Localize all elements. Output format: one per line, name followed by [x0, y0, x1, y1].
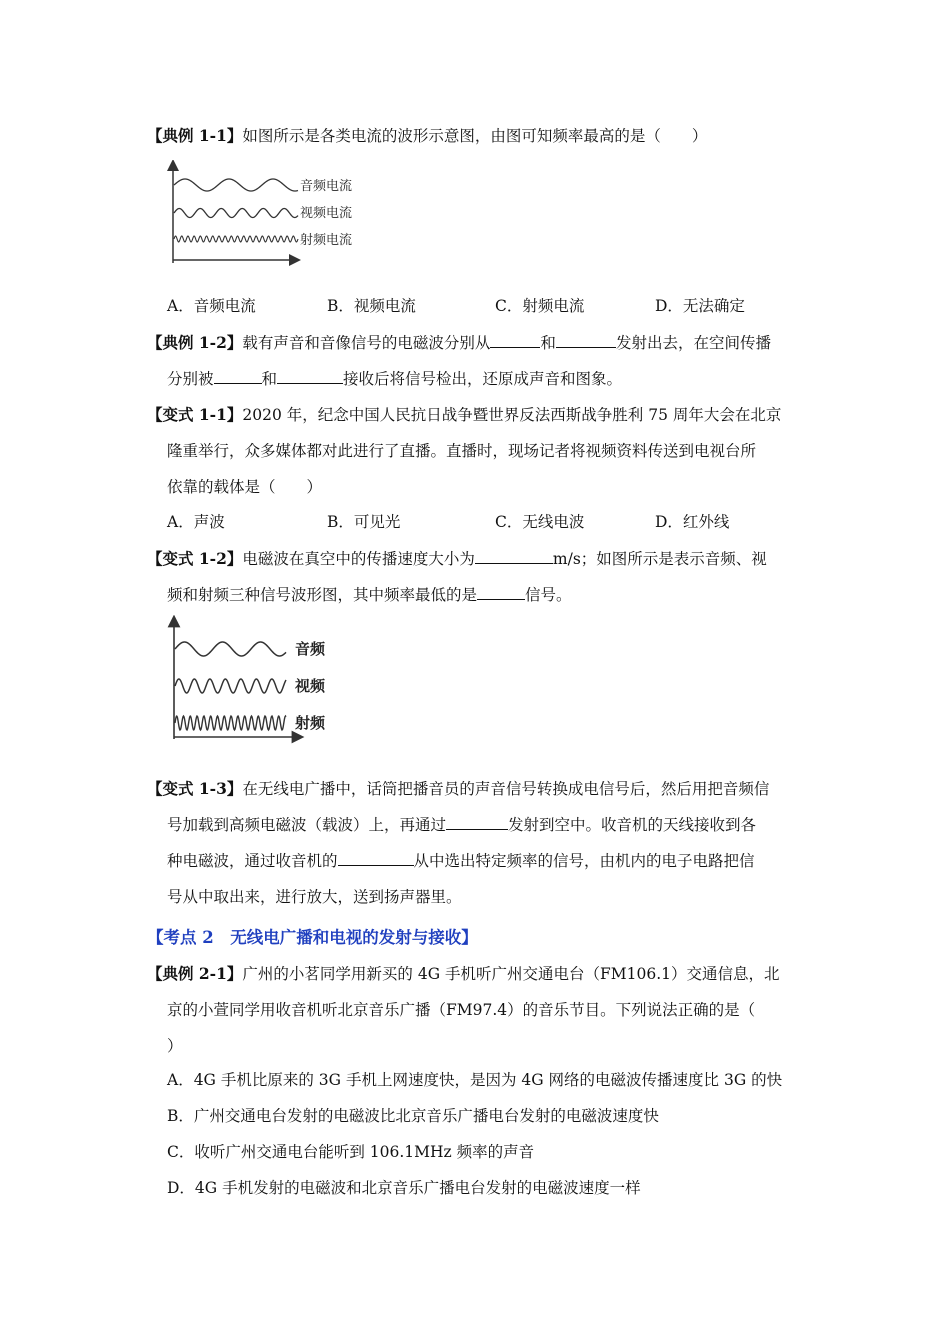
fill-blank[interactable] [338, 847, 414, 866]
option-b[interactable]: B．广州交通电台发射的电磁波比北京音乐广播电台发射的电磁波速度快 [167, 1107, 659, 1125]
option-d[interactable]: D．无法确定 [655, 297, 745, 315]
option-b[interactable]: B．可见光 [327, 513, 401, 531]
text-line: 号从中取出来，进行放大，送到扬声器里。 [167, 888, 462, 906]
option-b[interactable]: B．视频电流 [327, 297, 416, 315]
text-segment: 种电磁波，通过收音机的 [167, 852, 338, 870]
rf-label: 射频电流 [300, 233, 353, 248]
text-segment: 电磁波在真空中的传播速度大小为 [242, 550, 475, 568]
option-c[interactable]: C．射频电流 [495, 297, 585, 315]
fill-blank[interactable] [446, 811, 508, 830]
example-2-1 [147, 956, 812, 1064]
text-line: 依靠的载体是（ ） [167, 478, 323, 496]
example-1-2 [147, 325, 812, 397]
text-segment: 和 [261, 370, 278, 388]
text-segment: 广州的小茗同学用新买的 4G 手机听广州交通电台（FM106.1）交通信息，北 [242, 965, 780, 983]
option-a[interactable]: A．声波 [167, 513, 225, 531]
audio-label: 音频 [295, 640, 326, 658]
fill-blank[interactable] [475, 545, 553, 564]
text-segment: 接收后将信号检出，还原成声音和图象。 [343, 370, 623, 388]
text-segment: 号加载到高频电磁波（载波）上，再通过 [167, 816, 447, 834]
video-waveform [175, 679, 286, 693]
rf-waveform [175, 716, 286, 730]
waveform-figure-2 [162, 615, 342, 745]
example-tag: 【典例 2-1】 [147, 964, 243, 983]
question-text: 如图所示是各类电流的波形示意图，由图可知频率最高的是（ ） [242, 127, 708, 145]
rf-waveform [174, 236, 298, 242]
variant-tag: 【变式 1-3】 [147, 779, 243, 798]
text-segment: 发射到空中。收音机的天线接收到各 [508, 816, 757, 834]
text-segment: 发射出去，在空间传播 [615, 334, 771, 352]
text-line: 京的小萱同学用收音机听北京音乐广播（FM97.4）的音乐节目。下列说法正确的是（ [167, 1001, 756, 1019]
section-2-title: 【考点 2 无线电广播和电视的发射与接收】 [147, 928, 478, 947]
text-segment: 在无线电广播中，话筒把播音员的声音信号转换成电信号后，然后用把音频信 [242, 780, 770, 798]
audio-waveform [174, 179, 298, 191]
example-tag: 【典例 1-1】 [147, 126, 243, 145]
fill-blank[interactable] [214, 365, 262, 384]
option-c[interactable]: C．无线电波 [495, 513, 585, 531]
rf-label: 射频 [295, 714, 326, 732]
option-a[interactable]: A．4G 手机比原来的 3G 手机上网速度快，是因为 4G 网络的电磁波传播速度比 3G 的快 [167, 1071, 783, 1089]
fill-blank[interactable] [556, 329, 616, 348]
text-segment: 频和射频三种信号波形图，其中频率最低的是 [167, 586, 478, 604]
option-c[interactable]: C．收听广州交通电台能听到 106.1MHz 频率的声音 [167, 1143, 535, 1161]
audio-label: 音频电流 [300, 179, 353, 194]
option-d[interactable]: D．红外线 [655, 513, 730, 531]
example-1-1 [147, 118, 812, 154]
text-segment: 分别被 [167, 370, 214, 388]
variant-tag: 【变式 1-1】 [147, 405, 243, 424]
video-label: 视频 [295, 677, 326, 695]
audio-waveform [175, 642, 286, 656]
option-a[interactable]: A．音频电流 [167, 297, 256, 315]
fill-blank[interactable] [490, 329, 540, 348]
example-tag: 【典例 1-2】 [147, 333, 243, 352]
video-waveform [174, 209, 298, 218]
fill-blank[interactable] [477, 581, 525, 600]
text-line: 隆重举行，众多媒体都对此进行了直播。直播时，现场记者将视频资料传送到电视台所 [167, 442, 757, 460]
text-segment: m/s；如图所示是表示音频、视 [552, 550, 767, 568]
variant-1-3 [147, 771, 812, 915]
text-segment: 信号。 [525, 586, 572, 604]
variant-tag: 【变式 1-2】 [147, 549, 243, 568]
text-line: ） [167, 1037, 183, 1055]
text-segment: 从中选出特定频率的信号，由机内的电子电路把信 [413, 852, 755, 870]
video-label: 视频电流 [300, 206, 353, 221]
variant-1-2 [147, 541, 812, 613]
text-segment: 载有声音和音像信号的电磁波分别从 [242, 334, 491, 352]
waveform-figure-1 [160, 160, 370, 270]
variant-1-1 [147, 397, 812, 505]
option-d[interactable]: D．4G 手机发射的电磁波和北京音乐广播电台发射的电磁波速度一样 [167, 1179, 641, 1197]
text-segment: 2020 年，纪念中国人民抗日战争暨世界反法西斯战争胜利 75 周年大会在北京 [242, 406, 782, 424]
fill-blank[interactable] [277, 365, 343, 384]
options-1-1 [167, 291, 817, 321]
text-segment: 和 [540, 334, 556, 352]
options-variant-1-1 [167, 507, 817, 537]
